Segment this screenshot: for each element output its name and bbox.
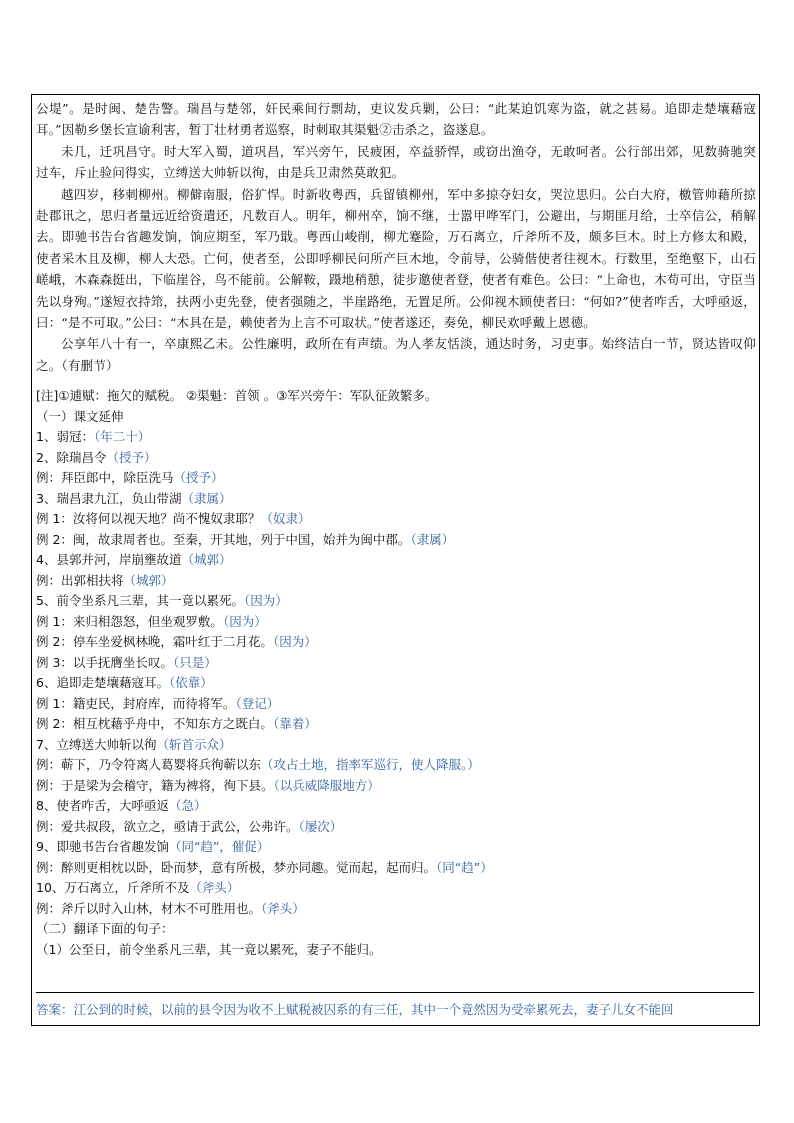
item-answer: （屡次） <box>298 818 343 834</box>
vocabulary-item <box>36 653 756 674</box>
vocabulary-item <box>36 571 756 592</box>
item-answer: （斧头） <box>261 900 305 916</box>
vocabulary-item <box>36 755 756 776</box>
item-answer: （年二十） <box>93 429 151 444</box>
translation-sentence-1: （1）公至日，前令坐系凡三辈，其一竟以累死，妻子不能归。 <box>36 941 382 957</box>
vocabulary-item <box>36 694 756 715</box>
vocabulary-item <box>36 591 756 612</box>
item-answer: （授予） <box>173 470 224 485</box>
item-question: 6、追即走楚壤藉寇耳。 <box>36 675 169 690</box>
item-question: 例：于是梁为会稽守，籍为裨将，徇下县。 <box>36 777 274 793</box>
item-question: 例 2：停车坐爱枫林晚，霜叶红于二月花。 <box>36 634 273 649</box>
vocabulary-item <box>36 735 756 756</box>
item-question: 1、弱冠： <box>36 429 94 444</box>
vocabulary-item <box>36 817 756 838</box>
item-answer: （攻占土地，指率军巡行，使人降服。） <box>261 757 480 772</box>
item-question: 例 2：闽，故隶周者也。至秦，开其地，列于中国，始并为闽中郡。 <box>36 531 411 547</box>
item-answer: （同“趋”，催促） <box>168 839 270 854</box>
item-question: 例：蕲下，乃令符离人葛婴将兵徇蕲以东 <box>36 757 262 772</box>
item-answer: （隶属） <box>181 490 232 506</box>
item-answer: （只是） <box>172 654 217 670</box>
vocabulary-item <box>36 612 756 633</box>
answer-text: 答案：江公到的时候，以前的县令因为收不上赋税被囚系的有三任，其中一个竟然因为受牵累死去，妻子儿女不能回 <box>36 1002 674 1017</box>
item-answer: （急） <box>168 798 207 813</box>
passage-paragraph-2: 未几，迁巩昌守。时大军入蜀，道巩昌，军兴旁午，民疲困，卒益骄悍，或窃出渔夺，无敢呵者。公行部出郊，见数骑驰突过车，斥止验问得实，立缚送大帅斩以徇，由是兵卫肃然莫敢犯。 <box>36 143 756 181</box>
vocabulary-item <box>36 427 756 448</box>
passage-paragraph-4: 公享年八十有一，卒康熙乙未。公性廉明，政所在有声绩。为人孝友恬淡，通达时务，习吏事。始终洁白一节，贤达皆叹仰之。（有删节） <box>36 336 756 373</box>
item-answer: （隶属） <box>410 531 455 547</box>
item-question: 9、即驰书告台省趣发饷 <box>36 839 169 854</box>
item-answer: （因为） <box>272 634 317 649</box>
vocabulary-item <box>36 714 756 735</box>
item-question: 例 3：以手抚膺坐长叹。 <box>36 654 173 670</box>
notes: [注]①逋赋：拖欠的赋税。 ②渠魁：首领 。③军兴旁午：军队征敛繁多。 <box>36 388 438 403</box>
vocabulary-item <box>36 776 756 797</box>
item-question: 7、立缚送大帅斩以徇 <box>36 736 157 752</box>
vocabulary-item <box>36 448 756 469</box>
item-answer: （奴隶） <box>260 511 311 526</box>
vocabulary-item <box>36 899 756 920</box>
item-answer: （授予） <box>106 449 157 465</box>
item-question: 例：斧斤以时入山林，材木不可胜用也。 <box>36 900 262 916</box>
section-title-translation: （二）翻译下面的句子： <box>36 921 174 936</box>
item-question: 例：出郭相扶将 <box>36 572 124 588</box>
section-title-extension: （一）课文延伸 <box>36 408 124 424</box>
item-question: 例：爱共叔段，欲立之，亟请于武公，公弗许。 <box>36 818 299 834</box>
item-answer: （依靠） <box>168 675 213 690</box>
item-answer: （城郭） <box>181 552 232 567</box>
item-answer: （以兵威降服地方） <box>273 777 380 793</box>
vocabulary-list <box>36 427 756 919</box>
vocabulary-item <box>36 468 756 489</box>
vocabulary-item <box>36 796 756 817</box>
vocabulary-item <box>36 837 756 858</box>
item-question: 例 1：汝将何以视天地？尚不愧奴隶耶？ <box>36 511 261 526</box>
item-question: 3、瑞昌隶九江，负山带湖 <box>36 490 182 506</box>
vocabulary-item <box>36 489 756 510</box>
vocabulary-item <box>36 858 756 879</box>
passage-paragraph-3: 越四岁，移刺柳州。柳僻南服，俗犷悍。时新收粤西，兵留镇柳州，军中多掠夺妇女，哭泣思归。公白大府，檄管帅藉所掠赴郡讯之，思归者量远近给资遣还，凡数百人。明年，柳州卒，饷不继，士嚣甲哗军门，公避出，与期匪月给，士卒信公，稍解去。即驰书告台省趣发饷，饷应期至，军乃戢。粤西山峻削，柳尤蹇险，万石离立，斤斧所不及，颇多巨木。时上方修太和殿，使者采木且及柳，柳人大恐。亡何，使者至，公即呼柳民问所产巨木地，令前导，公骑偕使者往视木。行数里，至绝壑下，山石嵯峨，木森森挺出，下临崖谷，鸟不能前。公解鞍，蹑地稍憩，徒步邀使者登，使者有难色。公曰：“上命也，木苟可出，守臣当先以身殉。”遂短衣持筇，扶两小吏先登，使者强随之，半崖路绝，无置足所。公仰视木顾使者曰：“何如?”使者咋舌，大呼亟返，曰：“是不可取。”公曰：“木具在是，赖使者为上言不可取状。”使者遂还，奏免，柳民欢呼戴上恩德。 <box>36 186 756 331</box>
vocabulary-item <box>36 550 756 571</box>
item-answer: （同“趋”） <box>436 859 493 875</box>
item-question: 例 1：籍吏民，封府库，而待将军。 <box>36 695 236 711</box>
vocabulary-item <box>36 632 756 653</box>
item-question: 8、使者咋舌，大呼亟返 <box>36 798 169 813</box>
item-answer: （城郭） <box>123 572 174 588</box>
item-answer: （斩首示众） <box>156 736 232 752</box>
item-question: 4、县郭并河，岸崩壅故道 <box>36 552 182 567</box>
answer-divider <box>36 992 754 993</box>
item-answer: （因为） <box>222 613 267 629</box>
item-question: 例 1：来归相怨怒，但坐观罗敷。 <box>36 613 223 629</box>
vocabulary-item <box>36 530 756 551</box>
vocabulary-item <box>36 673 756 694</box>
item-answer: （斧头） <box>189 880 240 895</box>
item-question: 例：拜臣郎中，除臣洗马 <box>36 470 174 485</box>
vocabulary-item <box>36 509 756 530</box>
item-answer: （登记） <box>235 695 280 711</box>
item-answer: （因为） <box>243 593 288 608</box>
vocabulary-item <box>36 878 756 899</box>
item-question: 10、万石离立，斤斧所不及 <box>36 880 190 895</box>
item-question: 2、除瑞昌令 <box>36 449 107 465</box>
item-answer: （靠着） <box>272 716 317 731</box>
item-question: 例 2：相互枕藉乎舟中，不知东方之既白。 <box>36 716 273 731</box>
classical-passage <box>36 98 756 376</box>
exercise-section <box>36 386 756 960</box>
passage-paragraph-1: 公堤”。是时闽、楚告警。瑞昌与楚邻，奸民乘间行剽劫，吏议发兵剿，公曰：“此某迫饥寒为盗，就之甚易。追即走楚壤藉寇耳。”因勒乡堡长宣谕利害，暂丁壮材勇者巡察，时刺取其渠魁②击杀之，盗遂息。 <box>36 101 756 138</box>
item-question: 5、前令坐系凡三辈，其一竟以累死。 <box>36 593 244 608</box>
item-question: 例：醉则更相枕以卧，卧而梦，意有所极，梦亦同趣。觉而起，起而归。 <box>36 859 437 875</box>
